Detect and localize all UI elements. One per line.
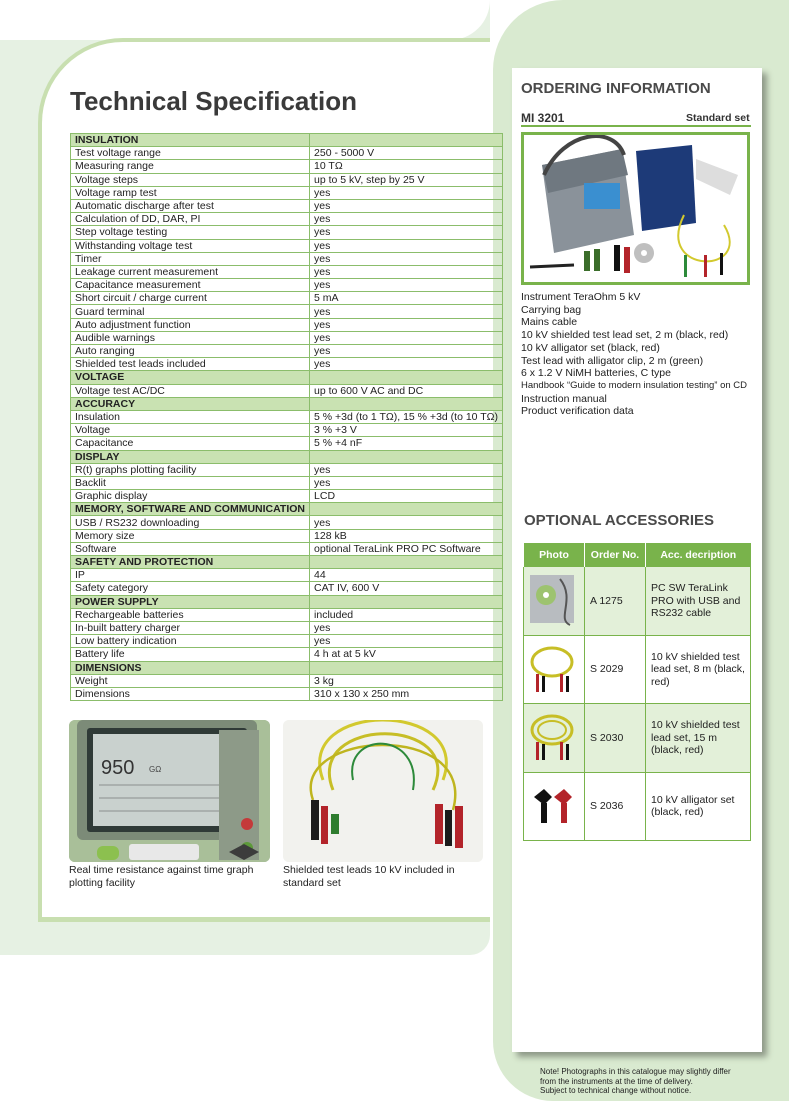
spec-label: Voltage ramp test (71, 186, 310, 199)
spec-section-label: DISPLAY (71, 450, 310, 463)
model-divider (521, 125, 751, 127)
spec-label: Rechargeable batteries (71, 608, 310, 621)
standard-set-photo (521, 132, 750, 285)
set-item: Test lead with alligator clip, 2 m (green) (521, 354, 704, 367)
spec-row (71, 516, 503, 529)
col-photo: Photo (524, 543, 585, 567)
spec-value: yes (310, 279, 503, 292)
spec-label: R(t) graphs plotting facility (71, 463, 310, 476)
spec-section-header (71, 661, 503, 674)
spec-value: up to 600 V AC and DC (310, 384, 503, 397)
spec-label: USB / RS232 downloading (71, 516, 310, 529)
spec-label: Safety category (71, 582, 310, 595)
lcd-reading: 950 (101, 757, 135, 779)
spec-section-label: MEMORY, SOFTWARE AND COMMUNICATION (71, 503, 310, 516)
spec-section-blank (310, 661, 503, 674)
spec-section-label: ACCURACY (71, 397, 310, 410)
accessory-photo (524, 704, 585, 773)
ordering-title: ORDERING INFORMATION (521, 80, 711, 97)
order-number: S 2036 (585, 772, 646, 841)
spec-row (71, 648, 503, 661)
spec-value: yes (310, 463, 503, 476)
spec-row (71, 621, 503, 634)
set-item: 6 x 1.2 V NiMH batteries, C type (521, 367, 671, 380)
spec-label: Voltage (71, 424, 310, 437)
spec-section-header (71, 450, 503, 463)
spec-label: Low battery indication (71, 635, 310, 648)
col-desc: Acc. decription (646, 543, 751, 567)
spec-row (71, 292, 503, 305)
accessory-description: 10 kV shielded test lead set, 8 m (black, red) (646, 635, 751, 704)
spec-section-blank (310, 503, 503, 516)
spec-label: Dimensions (71, 687, 310, 700)
spec-value: yes (310, 186, 503, 199)
spec-label: Voltage test AC/DC (71, 384, 310, 397)
spec-value: 310 x 130 x 250 mm (310, 687, 503, 700)
spec-row (71, 213, 503, 226)
spec-label: Voltage steps (71, 173, 310, 186)
set-item: Mains cable (521, 316, 578, 329)
spec-label: Calculation of DD, DAR, PI (71, 213, 310, 226)
spec-table (70, 133, 503, 701)
spec-value: yes (310, 621, 503, 634)
spec-value: optional TeraLink PRO PC Software (310, 542, 503, 555)
spec-row (71, 674, 503, 687)
spec-value: LCD (310, 490, 503, 503)
set-item: Handbook “Guide to modern insulation testing” on CD (521, 379, 748, 391)
spec-label: Automatic discharge after test (71, 199, 310, 212)
accessory-row (524, 567, 751, 636)
spec-label: Capacitance (71, 437, 310, 450)
spec-value: yes (310, 516, 503, 529)
spec-section-header (71, 397, 503, 410)
spec-label: Battery life (71, 648, 310, 661)
spec-section-blank (310, 371, 503, 384)
spec-section-header (71, 503, 503, 516)
spec-label: In-built battery charger (71, 621, 310, 634)
col-order: Order No. (585, 543, 646, 567)
accessories-table (523, 543, 751, 841)
set-item: Instruction manual (521, 392, 607, 405)
spec-label: Capacitance measurement (71, 279, 310, 292)
spec-label: Leakage current measurement (71, 265, 310, 278)
spec-value: yes (310, 213, 503, 226)
spec-value: CAT IV, 600 V (310, 582, 503, 595)
spec-row (71, 569, 503, 582)
spec-value: yes (310, 226, 503, 239)
accessory-photo (524, 635, 585, 704)
spec-label: Insulation (71, 410, 310, 423)
accessory-description: 10 kV alligator set (black, red) (646, 772, 751, 841)
set-item: Product verification data (521, 405, 634, 418)
spec-value: 5 % +4 nF (310, 437, 503, 450)
accessory-photo (524, 772, 585, 841)
spec-row (71, 476, 503, 489)
spec-row (71, 252, 503, 265)
spec-row (71, 199, 503, 212)
spec-label: Graphic display (71, 490, 310, 503)
spec-label: Auto ranging (71, 345, 310, 358)
spec-section-label: DIMENSIONS (71, 661, 310, 674)
spec-value: yes (310, 252, 503, 265)
spec-label: Guard terminal (71, 305, 310, 318)
spec-section-label: VOLTAGE (71, 371, 310, 384)
footer-note-line: Subject to technical change without notice. (540, 1086, 692, 1095)
spec-section-label: INSULATION (71, 134, 310, 147)
spec-value: yes (310, 199, 503, 212)
set-item: Carrying bag (521, 303, 582, 316)
spec-label: Measuring range (71, 160, 310, 173)
order-number: S 2030 (585, 704, 646, 773)
spec-row (71, 384, 503, 397)
spec-value: included (310, 608, 503, 621)
spec-section-header (71, 595, 503, 608)
spec-label: Backlit (71, 476, 310, 489)
spec-section-label: SAFETY AND PROTECTION (71, 556, 310, 569)
accessory-row (524, 704, 751, 773)
spec-row (71, 358, 503, 371)
spec-section-blank (310, 397, 503, 410)
standard-set-list (521, 291, 747, 418)
accessories-title: OPTIONAL ACCESSORIES (524, 512, 715, 529)
spec-row (71, 173, 503, 186)
spec-value: 5 mA (310, 292, 503, 305)
spec-row (71, 226, 503, 239)
spec-label: Shielded test leads included (71, 358, 310, 371)
spec-value: 44 (310, 569, 503, 582)
lcd-unit: GΩ (149, 765, 162, 774)
spec-row (71, 542, 503, 555)
spec-label: Short circuit / charge current (71, 292, 310, 305)
footer-note-line: Note! Photographs in this catalogue may slightly differ (540, 1067, 731, 1076)
spec-row (71, 463, 503, 476)
spec-value: yes (310, 345, 503, 358)
spec-value: yes (310, 318, 503, 331)
lcd-display-photo (69, 720, 270, 862)
spec-value: yes (310, 476, 503, 489)
spec-value: yes (310, 635, 503, 648)
spec-section-label: POWER SUPPLY (71, 595, 310, 608)
order-number: A 1275 (585, 567, 646, 636)
set-item: 10 kV shielded test lead set, 2 m (black, red) (521, 329, 729, 342)
spec-row (71, 490, 503, 503)
spec-section-header (71, 556, 503, 569)
lcd-photo-caption: Real time resistance against time graph plotting facility (69, 864, 254, 889)
spec-row (71, 279, 503, 292)
spec-section-blank (310, 134, 503, 147)
accessory-row (524, 772, 751, 841)
spec-value: 4 h at at 5 kV (310, 648, 503, 661)
leads-photo-caption: Shielded test leads 10 kV included in standard set (283, 864, 455, 889)
accessory-row (524, 635, 751, 704)
spec-value: yes (310, 358, 503, 371)
model-number: MI 3201 (521, 111, 565, 125)
spec-row (71, 345, 503, 358)
set-item: 10 kV alligator set (black, red) (521, 341, 660, 354)
spec-section-blank (310, 450, 503, 463)
accessory-description: PC SW TeraLink PRO with USB and RS232 cable (646, 567, 751, 636)
spec-row (71, 265, 503, 278)
spec-row (71, 424, 503, 437)
spec-row (71, 305, 503, 318)
spec-row (71, 410, 503, 423)
spec-label: Test voltage range (71, 147, 310, 160)
accessory-photo (524, 567, 585, 636)
spec-label: Software (71, 542, 310, 555)
spec-label: IP (71, 569, 310, 582)
spec-section-header (71, 371, 503, 384)
page-title: Technical Specification (70, 86, 358, 116)
spec-label: Audible warnings (71, 331, 310, 344)
spec-row (71, 635, 503, 648)
accessory-description: 10 kV shielded test lead set, 15 m (black, red) (646, 704, 751, 773)
spec-label: Memory size (71, 529, 310, 542)
footer-note-line: from the instruments at the time of delivery. (540, 1076, 693, 1086)
spec-value: yes (310, 239, 503, 252)
test-leads-photo (283, 720, 483, 862)
footer-note (540, 1067, 731, 1096)
spec-section-header (71, 134, 503, 147)
spec-value: 10 TΩ (310, 160, 503, 173)
spec-row (71, 160, 503, 173)
spec-section-blank (310, 556, 503, 569)
spec-label: Weight (71, 674, 310, 687)
spec-value: 250 - 5000 V (310, 147, 503, 160)
spec-row (71, 186, 503, 199)
spec-label: Timer (71, 252, 310, 265)
set-item: Instrument TeraOhm 5 kV (521, 291, 641, 303)
left-background-top (0, 0, 490, 40)
spec-value: yes (310, 331, 503, 344)
spec-row (71, 687, 503, 700)
spec-row (71, 437, 503, 450)
spec-row (71, 239, 503, 252)
spec-label: Step voltage testing (71, 226, 310, 239)
spec-value: 5 % +3d (to 1 TΩ), 15 % +3d (to 10 TΩ) (310, 410, 503, 423)
spec-label: Withstanding voltage test (71, 239, 310, 252)
spec-row (71, 147, 503, 160)
spec-row (71, 608, 503, 621)
spec-value: up to 5 kV, step by 25 V (310, 173, 503, 186)
spec-row (71, 331, 503, 344)
spec-row (71, 529, 503, 542)
spec-value: 128 kB (310, 529, 503, 542)
spec-label: Auto adjustment function (71, 318, 310, 331)
spec-value: yes (310, 265, 503, 278)
spec-value: 3 kg (310, 674, 503, 687)
spec-value: 3 % +3 V (310, 424, 503, 437)
order-number: S 2029 (585, 635, 646, 704)
spec-section-blank (310, 595, 503, 608)
spec-row (71, 582, 503, 595)
spec-value: yes (310, 305, 503, 318)
standard-set-label: Standard set (686, 112, 750, 124)
spec-row (71, 318, 503, 331)
